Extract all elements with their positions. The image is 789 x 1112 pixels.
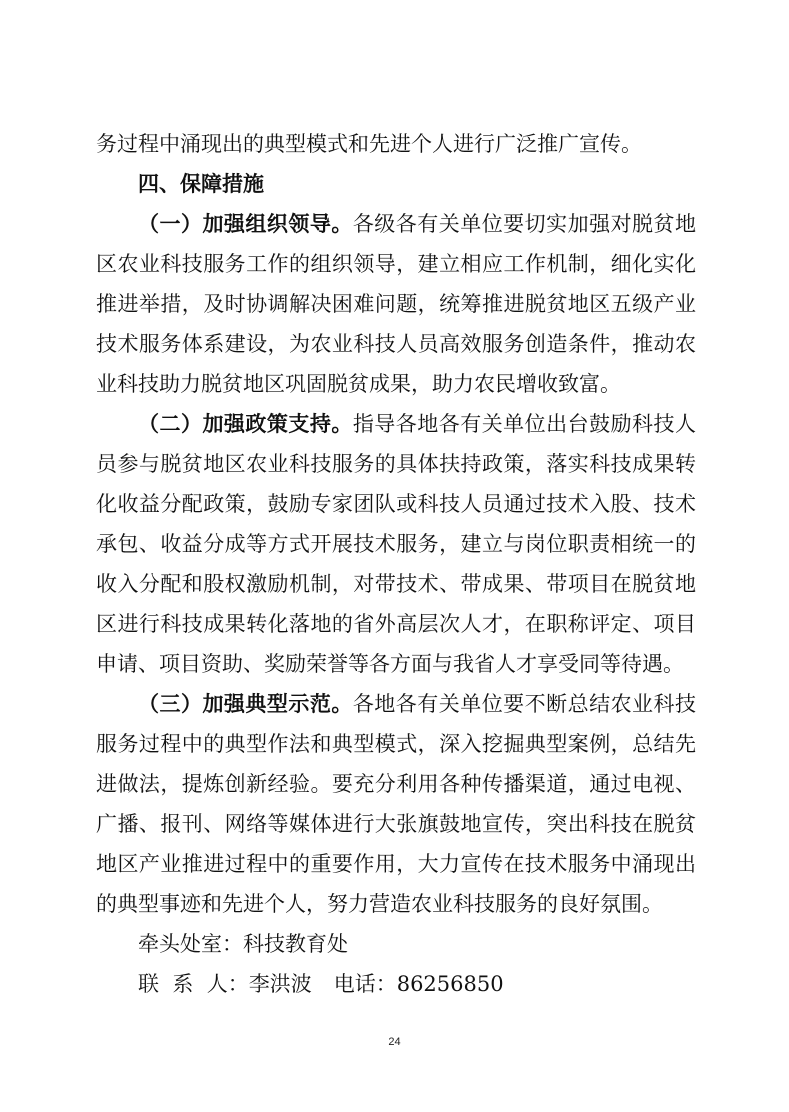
paragraph-line: 区农业科技服务工作的组织领导，建立相应工作机制，细化实化	[96, 252, 696, 276]
paragraph-line: 地区产业推进过程中的重要作用，大力宣传在技术服务中涌现出	[96, 852, 696, 876]
paragraph-line: 员参与脱贫地区农业科技服务的具体扶持政策，落实科技成果转	[96, 452, 696, 476]
paragraph-line: 区进行科技成果转化落地的省外高层次人才，在职称评定、项目	[96, 612, 696, 636]
section-heading: 四、保障措施	[138, 172, 264, 196]
paragraph-demonstration	[96, 684, 696, 924]
paragraph-first-line	[96, 684, 696, 724]
paragraph-organization	[96, 204, 696, 404]
paragraph-line: 业科技助力脱贫地区巩固脱贫成果，助力农民增收致富。	[96, 372, 621, 396]
paragraph-lead: （三）加强典型示范。	[138, 691, 353, 716]
paragraph-policy	[96, 404, 696, 684]
paragraph-text: 指导各地各有关单位出台鼓励科技人	[352, 412, 697, 436]
paragraph-line: 收入分配和股权激励机制，对带技术、带成果、带项目在脱贫地	[96, 572, 696, 596]
contact-phone: 电话：86256850	[333, 972, 504, 996]
paragraph-line: 化收益分配政策，鼓励专家团队或科技人员通过技术入股、技术	[96, 492, 696, 516]
paragraph-lead: （一）加强组织领导。	[138, 211, 353, 236]
paragraph-line: 推进举措，及时协调解决困难问题，统筹推进脱贫地区五级产业	[96, 292, 696, 316]
paragraph-line: 技术服务体系建设，为农业科技人员高效服务创造条件，推动农	[96, 332, 696, 356]
contact-info	[96, 964, 696, 1004]
page-number: 24	[388, 1036, 401, 1048]
paragraph-text: 各级各有关单位要切实加强对脱贫地	[352, 212, 697, 236]
paragraph-line: 服务过程中的典型作法和典型模式，深入挖掘典型案例，总结先	[96, 732, 696, 756]
intro-line: 务过程中涌现出的典型模式和先进个人进行广泛推广宣传。	[96, 132, 642, 156]
lead-office: 牵头处室：科技教育处	[138, 932, 348, 956]
paragraph-line: 的典型事迹和先进个人，努力营造农业科技服务的良好氛围。	[96, 892, 663, 916]
paragraph-first-line	[96, 204, 696, 244]
contact-person: 联 系 人：李洪波	[138, 972, 312, 996]
document-body	[96, 124, 696, 1004]
paragraph-line: 进做法，提炼创新经验。要充分利用各种传播渠道，通过电视、	[96, 772, 696, 796]
paragraph-text: 各地各有关单位要不断总结农业科技	[352, 692, 697, 716]
paragraph-line: 申请、项目资助、奖励荣誉等各方面与我省人才享受同等待遇。	[96, 652, 684, 676]
paragraph-line: 承包、收益分成等方式开展技术服务，建立与岗位职责相统一的	[96, 532, 696, 556]
paragraph-line: 广播、报刊、网络等媒体进行大张旗鼓地宣传，突出科技在脱贫	[96, 812, 696, 836]
paragraph-first-line	[96, 404, 696, 444]
paragraph-lead: （二）加强政策支持。	[138, 411, 353, 436]
